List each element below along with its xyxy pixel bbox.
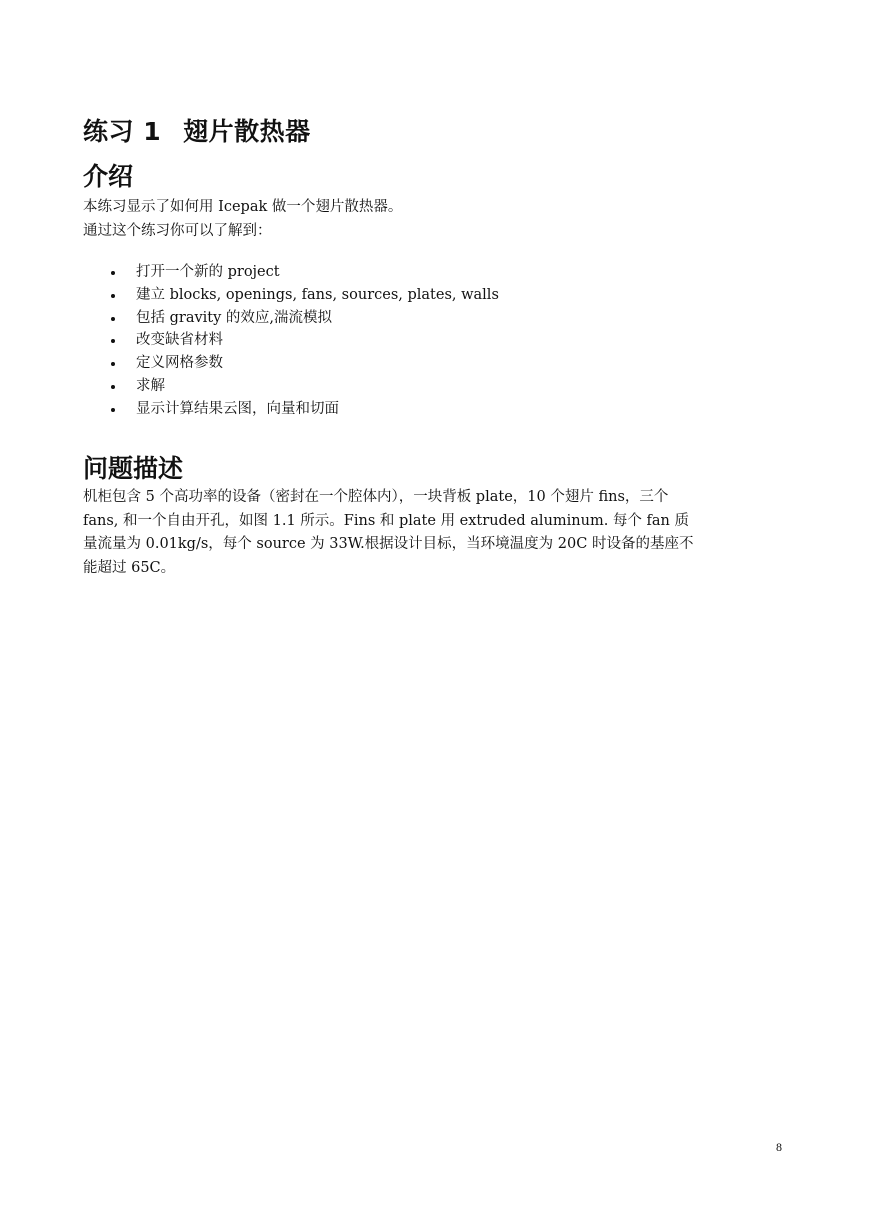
exercise-title: 翅片散热器 — [183, 117, 311, 146]
exercise-number: 练习 1 — [83, 117, 162, 146]
problem-line: 量流量为 0.01kg/s，每个 source 为 33W.根据设计目标，当环境温度为 20C 时设备的基座不 — [83, 536, 694, 552]
intro-paragraph — [83, 196, 793, 243]
list-item: 建立 blocks, openings, fans, sources, plates, walls — [83, 284, 499, 307]
list-item: 显示计算结果云图，向量和切面 — [83, 398, 499, 421]
page-title — [83, 112, 311, 148]
intro-heading: 介绍 — [83, 162, 134, 191]
problem-paragraph — [83, 486, 793, 580]
learning-objectives-list — [83, 261, 499, 421]
page-number: 8 — [776, 1140, 782, 1154]
list-item: 打开一个新的 project — [83, 261, 499, 284]
problem-heading: 问题描述 — [83, 454, 184, 483]
intro-line: 通过这个练习你可以了解到： — [83, 222, 272, 239]
problem-line: fans, 和一个自由开孔，如图 1.1 所示。Fins 和 plate 用 extruded aluminum. 每个 fan 质 — [83, 512, 690, 529]
list-item: 包括 gravity 的效应,湍流模拟 — [83, 307, 499, 330]
problem-line: 机柜包含 5 个高功率的设备（密封在一个腔体内），一块背板 plate，10 个翅片 fins，三个 — [83, 489, 669, 505]
list-item: 改变缺省材料 — [83, 329, 499, 352]
intro-line: 本练习显示了如何用 Icepak 做一个翅片散热器。 — [83, 199, 403, 215]
problem-line: 能超过 65C。 — [83, 559, 176, 576]
list-item: 定义网格参数 — [83, 352, 499, 375]
list-item: 求解 — [83, 375, 499, 398]
